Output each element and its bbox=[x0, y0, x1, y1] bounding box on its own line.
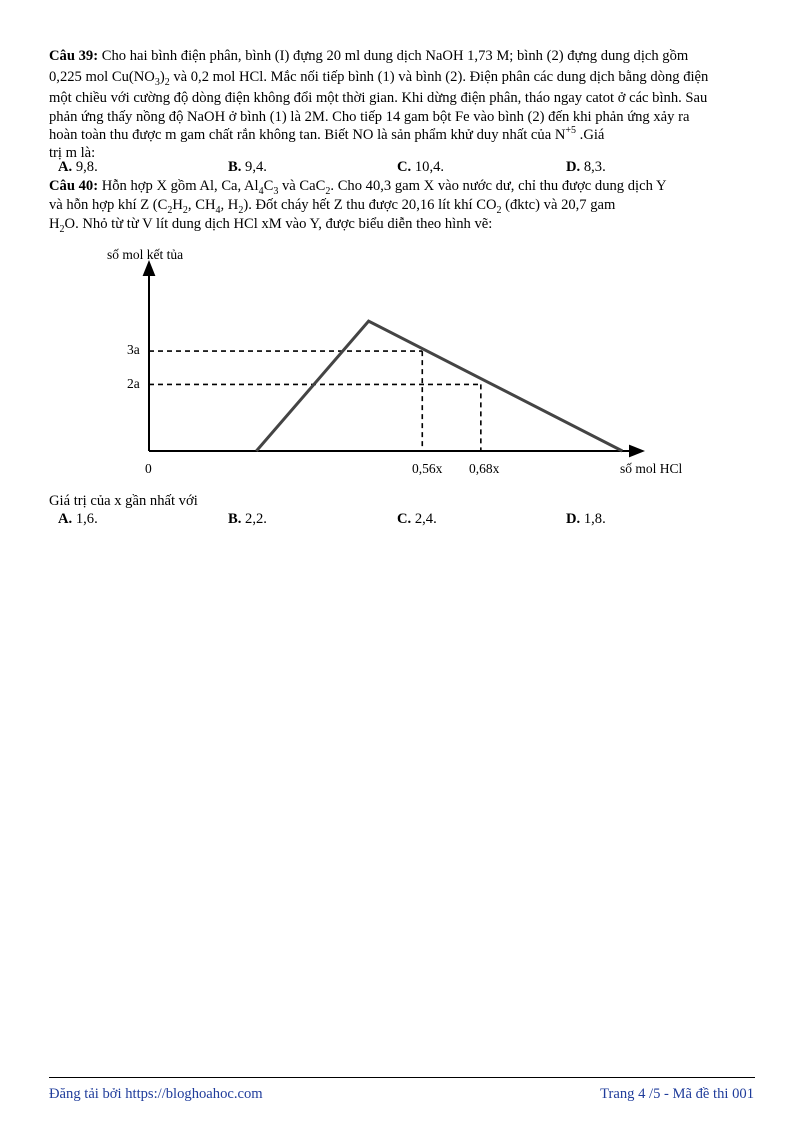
q39-text-1: Cho hai bình điện phân, bình (I) đựng 20 ml dung dịch NaOH 1,73 M; bình (2) đựng dung dịch gồm bbox=[101, 48, 689, 64]
footer-divider bbox=[49, 1077, 755, 1078]
x-tick-068x: 0,68x bbox=[469, 461, 500, 476]
y-tick-2a: 2a bbox=[127, 376, 140, 391]
series-line bbox=[256, 321, 622, 451]
q40-option-b[interactable]: B. 2,2. bbox=[228, 511, 267, 527]
y-axis-label: số mol kết tủa bbox=[107, 247, 184, 262]
q40-label: Câu 40: bbox=[49, 178, 99, 194]
q39-line-3: một chiều với cường độ dòng điện không đổi một thời gian. Khi dừng điện phân, tháo ngay catot ở các bình. Sau bbox=[49, 90, 708, 106]
x-axis-label: số mol HCl bbox=[620, 461, 683, 476]
q39-label: Câu 39: bbox=[49, 48, 99, 64]
q39-line-4: phản ứng thấy nồng độ NaOH ở bình (1) là 2M. Cho tiếp 14 gam bột Fe vào bình (2) đến khi phản ứng xảy ra bbox=[49, 109, 690, 125]
q39-option-d[interactable]: D. 8,3. bbox=[566, 159, 606, 175]
q39-option-a[interactable]: A. 9,8. bbox=[58, 159, 98, 175]
origin-label: 0 bbox=[145, 461, 152, 476]
q39-line-5: hoàn toàn thu được m gam chất rắn không tan. Biết NO là sản phẩm khử duy nhất của $N^{+5}$ .Giá bbox=[49, 125, 605, 143]
footer-page-info: Trang 4 /5 - Mã đề thi 001 bbox=[600, 1086, 754, 1102]
y-tick-3a: 3a bbox=[127, 342, 140, 357]
q40-option-a[interactable]: A. 1,6. bbox=[58, 511, 98, 527]
footer-source[interactable]: Đăng tải bởi https://bloghoahoc.com bbox=[49, 1086, 263, 1102]
q40-option-c[interactable]: C. 2,4. bbox=[397, 511, 437, 527]
q39-option-b[interactable]: B. 9,4. bbox=[228, 159, 267, 175]
q39-line-1 bbox=[49, 48, 688, 65]
q40-line-1: Câu 40: Hỗn hợp X gồm Al, Ca, $Al_4C_3$ và CaC$_2$. Cho 40,3 gam X vào nước dư, chỉ thu được dung dịch Y bbox=[49, 178, 667, 197]
q39-option-c[interactable]: C. 10,4. bbox=[397, 159, 445, 175]
x-tick-056x: 0,56x bbox=[412, 461, 443, 476]
q40-line-2: và hỗn hợp khí Z ($C_2H_2$, $CH_4$, $H_2$). Đốt cháy hết Z thu được 20,16 lít khí $CO_2$ (đktc) và 20,7 gam bbox=[49, 197, 616, 216]
q40-question: Giá trị của x gần nhất với bbox=[49, 493, 198, 509]
q40-option-d[interactable]: D. 1,8. bbox=[566, 511, 606, 527]
q39-line-6: trị m là: bbox=[49, 145, 96, 161]
precipitate-graph bbox=[95, 240, 705, 485]
q39-line-2: 0,225 mol $Cu(NO_3)_2$ và 0,2 mol HCl. Mắc nối tiếp bình (1) và bình (2). Điện phân các dung dịch bằng dòng điện bbox=[49, 69, 709, 88]
reference-guides bbox=[149, 351, 481, 451]
q40-line-3: $H_2O$. Nhỏ từ từ V lít dung dịch HCl xM vào Y, được biểu diễn theo hình vẽ: bbox=[49, 216, 493, 235]
